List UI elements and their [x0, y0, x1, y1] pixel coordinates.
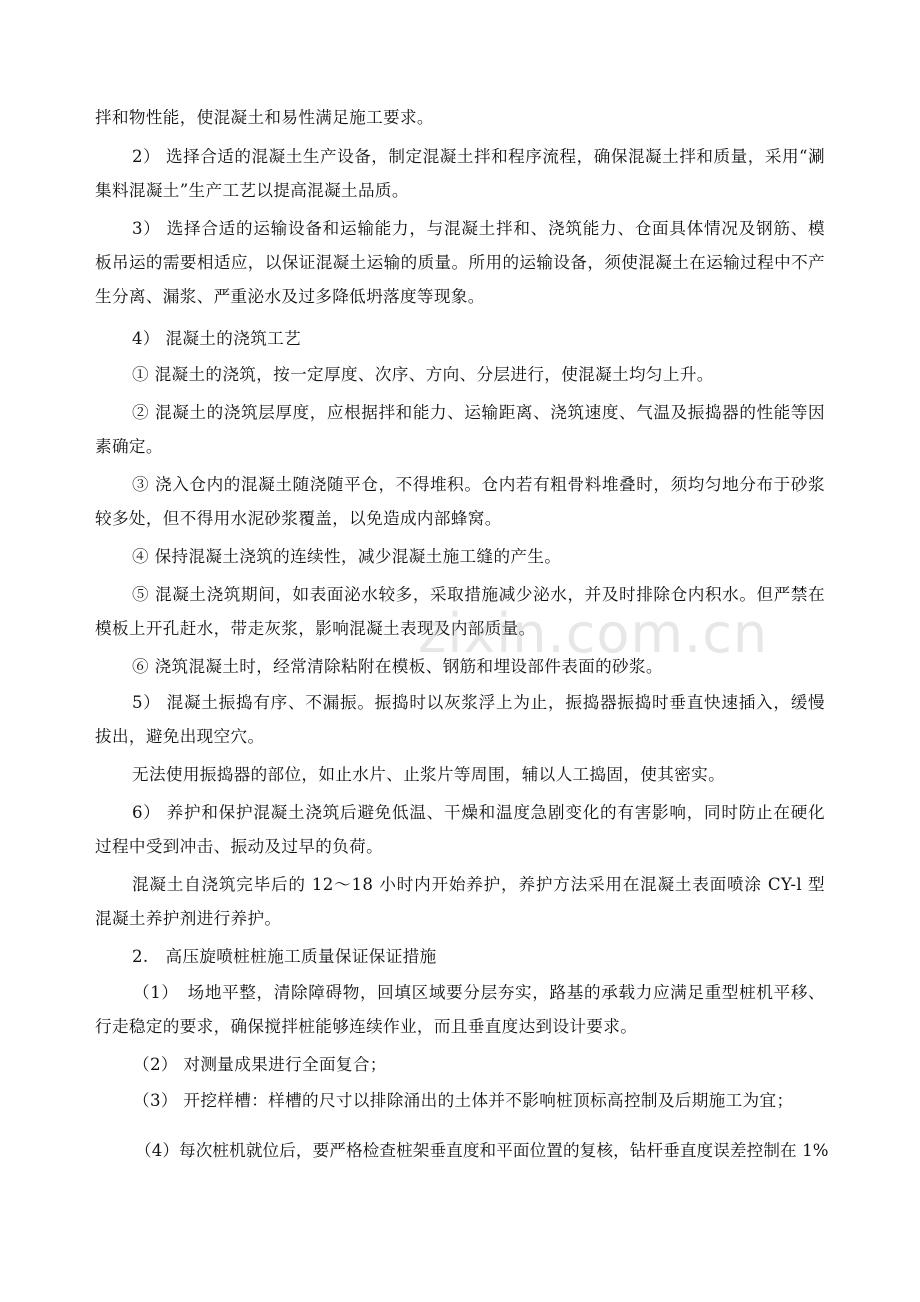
paragraph-step-4-pile-alignment: （4）每次桩机就位后，要严格检查桩架垂直度和平面位置的复核，钻杆垂直度误差控制在 1%: [135, 1141, 829, 1160]
paragraph-circle-3: ③ 浇入仓内的混凝土随浇随平仓，不得堆积。仓内若有粗骨料堆叠时，须均匀地分布于砂浆较多处，但不得用水泥砂浆覆盖，以免造成内部蜂窝。: [95, 475, 825, 528]
paragraph-item-5-vibration: 5） 混凝土振捣有序、不漏振。振捣时以灰浆浮上为止，振捣器振捣时垂直快速插入，缓慢拔出，避免出现空穴。: [95, 693, 825, 746]
paragraph-circle-2: ② 混凝土的浇筑层厚度，应根据拌和能力、运输距离、浇筑速度、气温及振捣器的性能等因素确定。: [95, 403, 825, 456]
paragraph-item-2-production-equipment: 2） 选择合适的混凝土生产设备，制定混凝土拌和程序流程，确保混凝土拌和质量，采用“涮集料混凝土”生产工艺以提高混凝土品质。: [95, 147, 825, 200]
paragraph-step-1-site-leveling: （1） 场地平整，清除障碍物，回填区域要分层夯实，路基的承载力应满足重型桩机平移、行走稳定的要求，确保搅拌桩能够连续作业，而且垂直度达到设计要求。: [95, 983, 825, 1036]
paragraph-mix-performance: 拌和物性能，使混凝土和易性满足施工要求。: [95, 108, 434, 127]
paragraph-step-2-survey-review: （2） 对测量成果进行全面复合；: [133, 1055, 387, 1074]
watermark-text: zixin.com.cn: [418, 602, 769, 665]
paragraph-circle-1: ① 混凝土的浇筑，按一定厚度、次序、方向、分层进行，使混凝土均匀上升。: [132, 365, 714, 384]
paragraph-curing-method: 混凝土自浇筑完毕后的 12～18 小时内开始养护，养护方法采用在混凝土表面喷涂 CY-l 型混凝土养护剂进行养护。: [95, 875, 825, 928]
section-heading-jet-grouting-pile: 2. 高压旋喷桩桩施工质量保证保证措施: [132, 947, 437, 966]
paragraph-item-3-transport-equipment: 3） 选择合适的运输设备和运输能力，与混凝土拌和、浇筑能力、仓面具体情况及钢筋、模板吊运的需要相适应，以保证混凝土运输的质量。所用的运输设备，须使混凝土在运输过程中不产生分离、漏浆、严重泌水及过多降低坍落度等现象。: [95, 219, 825, 306]
paragraph-circle-4: ④ 保持混凝土浇筑的连续性，减少混凝土施工缝的产生。: [132, 547, 562, 566]
paragraph-circle-6: ⑥ 浇筑混凝土时，经常清除粘附在模板、钢筋和埋设部件表面的砂浆。: [132, 657, 663, 676]
paragraph-step-3-trial-trench: （3） 开挖样槽：样槽的尺寸以排除涌出的土体并不影响桩顶标高控制及后期施工为宜；: [133, 1091, 794, 1110]
paragraph-item-4-pouring-process: 4） 混凝土的浇筑工艺: [132, 329, 302, 348]
paragraph-item-6-curing-protection: 6） 养护和保护混凝土浇筑后避免低温、干燥和温度急剧变化的有害影响，同时防止在硬化过程中受到冲击、振动及过早的负荷。: [95, 803, 825, 856]
paragraph-circle-5: ⑤ 混凝土浇筑期间，如表面泌水较多，采取措施减少泌水，并及时排除仓内积水。但严禁在模板上开孔赶水，带走灰浆，影响混凝土表现及内部质量。: [95, 585, 825, 638]
paragraph-manual-tamping: 无法使用振捣器的部位，如止水片、止浆片等周围，辅以人工捣固，使其密实。: [132, 765, 726, 784]
